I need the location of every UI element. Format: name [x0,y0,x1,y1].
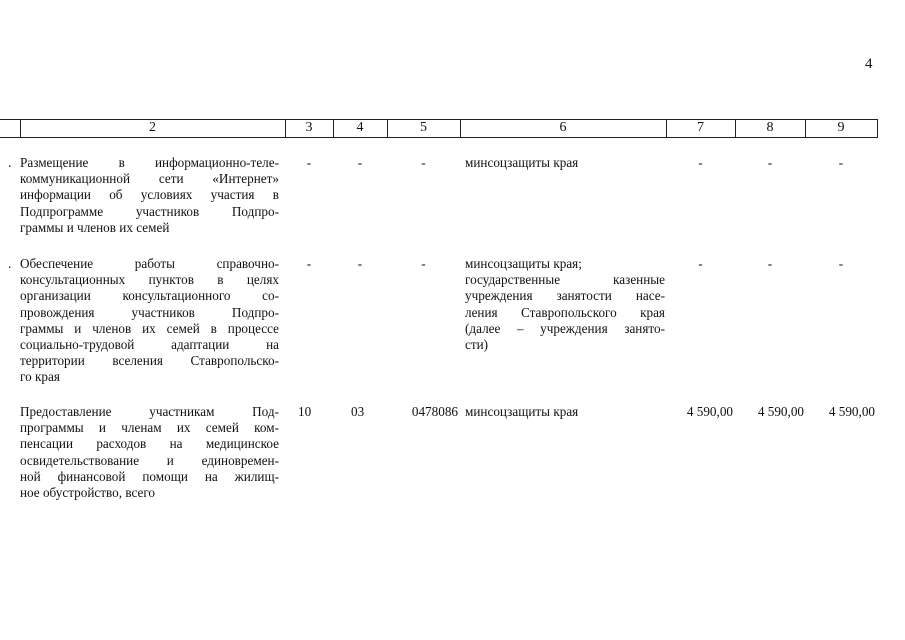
exec-line: учреждения занятости насе- [465,288,665,304]
desc-line: программы и членам их семей ком- [20,420,279,436]
col-3-value: 10 [298,404,312,419]
desc-line: Обеспечение работы справочно- [20,256,279,271]
desc-line: провождения участников Подпро- [20,304,279,320]
row-description [20,155,279,236]
header-col-8: 8 [766,120,774,135]
col-3-value: - [306,256,312,271]
col-5-value: - [421,155,426,170]
col-5-value: - [421,256,426,271]
header-col-4: 4 [356,120,364,135]
col-7-value: - [698,256,703,271]
header-col-7: 7 [697,120,704,135]
col-8-value: - [767,155,773,170]
exec-line: ления Ставропольского края [465,304,665,320]
desc-line: граммы и членов их семей [20,219,170,235]
col-8-value: 4 590,00 [757,404,804,419]
desc-line: ной финансовой помощи на жилищ- [20,468,279,484]
header-col-9: 9 [837,120,845,135]
desc-line: коммуникационной сети «Интернет» [20,171,279,187]
col-3-value: - [306,155,312,170]
desc-line: организации консультационного со- [20,288,279,304]
desc-line: го края [20,369,60,385]
col-8-value: - [767,256,773,271]
desc-line: Размещение в информационно-теле- [20,155,279,170]
col-9-value: - [838,256,844,271]
desc-line: освидетельствование и единовремен- [20,452,279,468]
row-marker: . [8,155,12,170]
exec-line: минсоцзащиты края [465,155,579,170]
row-executor [465,404,665,420]
exec-line: минсоцзащиты края; [465,256,582,271]
desc-line: социально-трудовой адаптации на [20,337,279,353]
col-7-value: 4 590,00 [686,404,733,419]
row-description [20,404,279,501]
col-7-value: - [698,155,703,170]
desc-line: территории вселения Ставропольско- [20,353,279,369]
col-4-value: - [357,155,363,170]
header-col-2: 2 [149,120,156,135]
exec-line: (далее – учреждения занято- [465,320,665,336]
desc-line: консультационных пунктов в целях [20,272,279,288]
col-9-value: 4 590,00 [828,404,875,419]
desc-line: граммы и членов их семей в процессе [20,320,279,336]
col-9-value: - [838,155,844,170]
exec-line: государственные казенные [465,272,665,288]
col-4-value: 03 [351,404,365,419]
page-number: 4 [865,56,873,72]
desc-line: Подпрограмме участников Подпро- [20,203,279,219]
desc-line: пенсации расходов на медицинское [20,436,279,452]
desc-line: Предоставление участникам Под- [20,404,279,419]
header-col-6: 6 [559,120,567,135]
row-executor [465,256,665,353]
exec-line: минсоцзащиты края [465,404,579,419]
desc-line: ное обустройство, всего [20,485,156,501]
desc-line: информации об условиях участия в [20,187,279,203]
header-divider [877,119,878,138]
header-col-5: 5 [420,120,427,135]
header-col-3: 3 [305,120,313,135]
row-description [20,256,279,386]
row-executor [465,155,665,171]
row-marker: . [8,256,12,271]
col-4-value: - [357,256,363,271]
exec-line: сти) [465,337,489,353]
col-5-value: 0478086 [411,404,458,419]
